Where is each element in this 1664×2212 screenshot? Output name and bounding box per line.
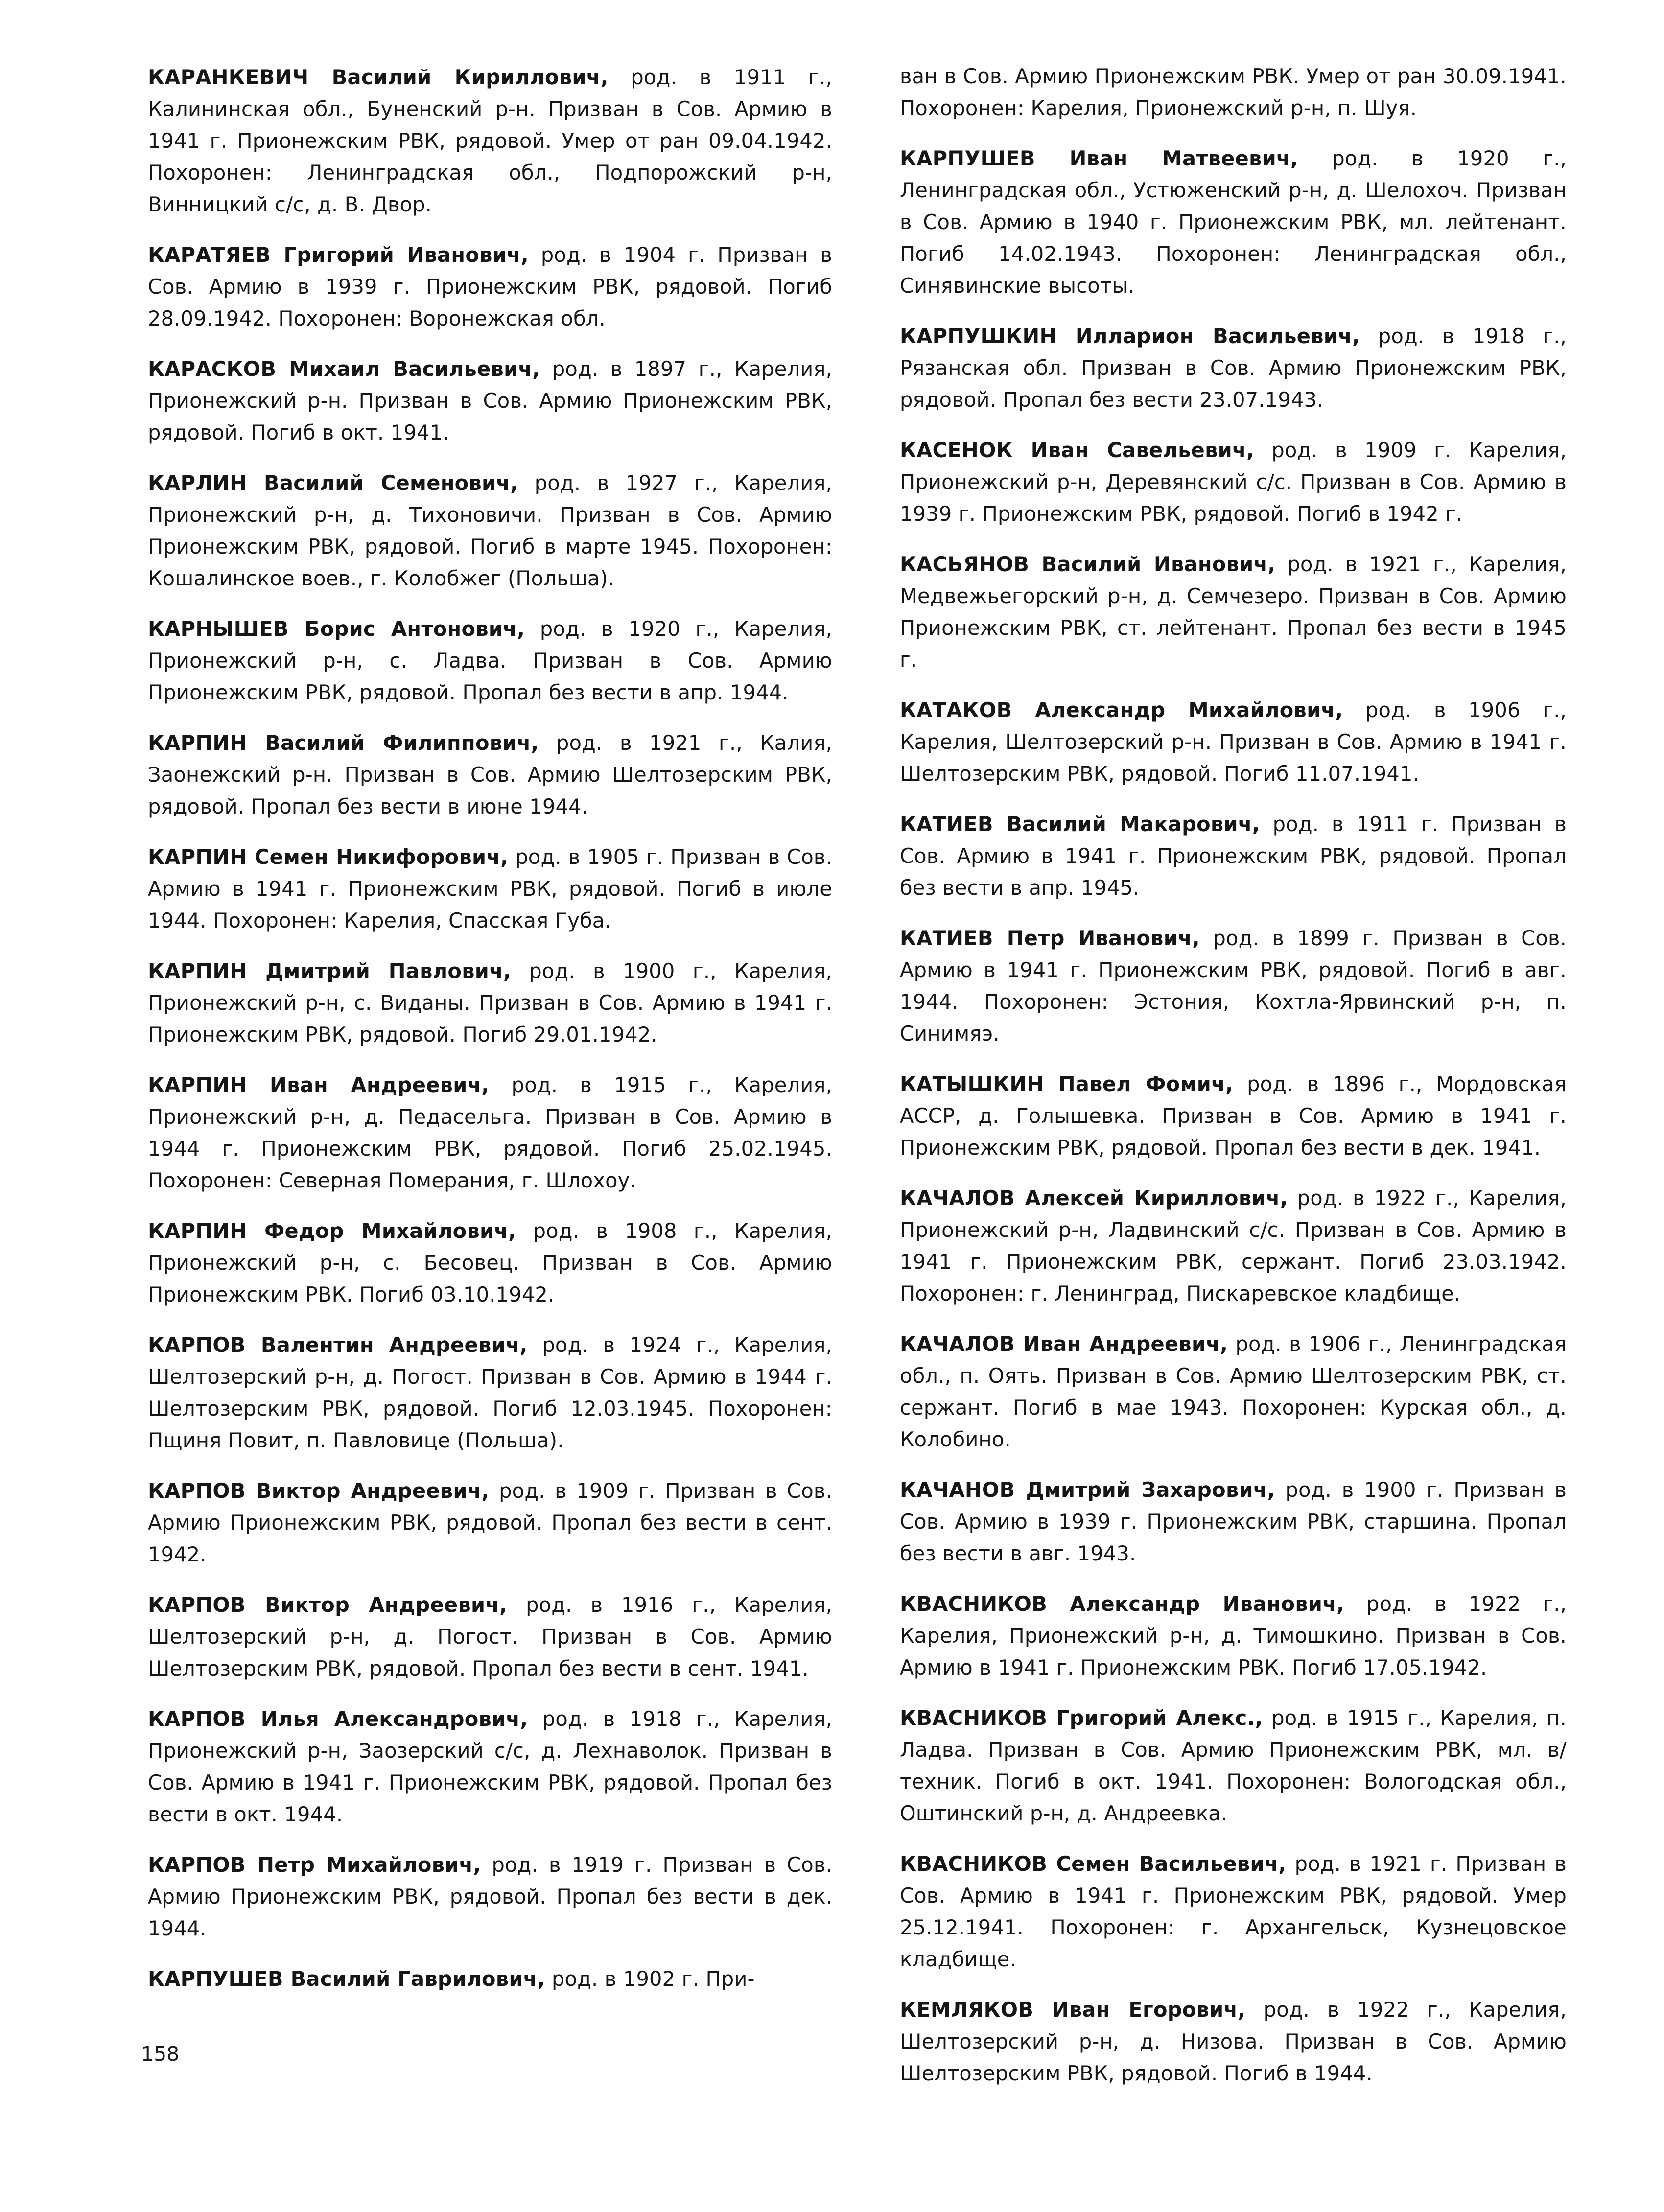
entry-text: род. в 1920 г., Ленинградская обл., Устюженский р-н, д. Шелохоч. Призван в Сов. Армию в 1940 г. Прионежским РВК, мл. лейтенант. Погиб 14.02.1943. Похоронен: Ленинградская обл., Синявинские высоты. [900,146,1567,298]
entry-karpushkin [900,320,1567,416]
entry-name: КВАСНИКОВ Григорий Алекс., [900,1706,1263,1730]
entry-text: род. в 1909 г. Карелия, Прионежский р-н, Деревянский с/с. Призван в Сов. Армию в 1939 г. Прионежским РВК, рядовой. Погиб в 1942 г. [900,438,1567,526]
entry-karpin-vasily [148,727,832,822]
entry-name: КАТИЕВ Василий Макарович, [900,812,1260,836]
entry-text: род. в 1908 г., Карелия, Прионежский р-н, с. Бесовец. Призван в Сов. Армию Прионежским РВК. Погиб 03.10.1942. [148,1219,832,1306]
entry-name: КАСЬЯНОВ Василий Иванович, [900,552,1276,576]
entry-text: род. в 1905 г. Призван в Сов. Армию в 1941 г. Прионежским РВК, рядовой. Погиб в июле 1944. Похоронен: Карелия, Спасская Губа. [148,845,832,932]
entry-text: род. в 1899 г. Призван в Сов. Армию в 1941 г. Прионежским РВК, рядовой. Погиб в авг. 1944. Похоронен: Эстония, Кохтла-Ярвинский р-н, п. Синимяэ. [900,926,1567,1046]
entry-katiev-petr [900,922,1567,1049]
entry-name: КАРПИН Дмитрий Павлович, [148,959,512,983]
entry-karpin-fedor [148,1215,832,1310]
entry-text: род. в 1922 г., Карелия, Прионежский р-н, Ладвинский с/с. Призван в Сов. Армию в 1941 г. Прионежским РВК, сержант. Погиб 23.03.1942. Похоронен: г. Ленинград, Пискаревское кладбище. [900,1186,1567,1305]
entry-text: род. в 1909 г. Призван в Сов. Армию Прионежским РВК, рядовой. Пропал без вести в сент. 1942. [148,1479,832,1566]
entry-karpov-viktor-1916 [148,1589,832,1684]
entry-text: род. в 1915 г., Карелия, п. Ладва. Призван в Сов. Армию Прионежским РВК, мл. в/техник. Погиб в окт. 1941. Похоронен: Вологодская обл., Оштинский р-н, д. Андреевка. [900,1706,1567,1825]
entry-name: КАРПОВ Виктор Андреевич, [148,1593,508,1617]
entry-text: род. в 1906 г., Ленинградская обл., п. Оять. Призван в Сов. Армию Шелтозерским РВК, ст. сержант. Погиб в мае 1943. Похоронен: Курская обл., д. Колобино. [900,1332,1567,1451]
entry-text: род. в 1896 г., Мордовская АССР, д. Голышевка. Призван в Сов. Армию в 1941 г. Прионежским РВК, рядовой. Пропал без вести в дек. 1941. [900,1072,1567,1160]
entry-name: КВАСНИКОВ Семен Васильевич, [900,1852,1287,1876]
entry-text: ван в Сов. Армию Прионежским РВК. Умер от ран 30.09.1941. Похоронен: Карелия, Прионежский р-н, п. Шуя. [900,64,1567,120]
entry-karatyaev [148,239,832,334]
entry-text: род. в 1920 г., Карелия, Прионежский р-н, с. Ладва. Призван в Сов. Армию Прионежским РВК, рядовой. Пропал без вести в апр. 1944. [148,617,832,704]
entry-name: КАРНЫШЕВ Борис Антонович, [148,617,525,641]
entry-karankevich [148,61,832,220]
entry-text: род. в 1924 г., Карелия, Шелтозерский р-н, д. Погост. Призван в Сов. Армию в 1944 г. Шелтозерским РВК, рядовой. Погиб 12.03.1945. Похоронен: Пщиня Повит, п. Павловице (Польша). [148,1333,832,1452]
entry-karpin-semen [148,841,832,936]
page-number: 158 [141,2042,180,2066]
entry-name: КВАСНИКОВ Александр Иванович, [900,1592,1345,1616]
entry-name: КАЧАЛОВ Иван Андреевич, [900,1332,1228,1356]
entry-kvasnikov-semen [900,1848,1567,1975]
entry-text: род. в 1900 г., Карелия, Прионежский р-н, с. Виданы. Призван в Сов. Армию в 1941 г. Прионежским РВК, рядовой. Погиб 29.01.1942. [148,959,832,1047]
entry-name: КАРПОВ Виктор Андреевич, [148,1479,490,1503]
entry-text: род. в 1918 г., Рязанская обл. Призван в Сов. Армию Прионежским РВК, рядовой. Пропал без вести 23.07.1943. [900,324,1567,412]
entry-text: род. в 1902 г. При- [545,1967,755,1991]
entry-name: КАРПИН Федор Михайлович, [148,1219,516,1243]
entry-text: род. в 1918 г., Карелия, Прионежский р-н, Заозерский с/с, д. Лехнаволок. Призван в Сов. Армию в 1941 г. Прионежским РВК, рядовой. Пропал без вести в окт. 1944. [148,1707,832,1826]
entry-katakov [900,694,1567,790]
entry-name: КАЧАНОВ Дмитрий Захарович, [900,1478,1275,1502]
entry-text: род. в 1904 г. Призван в Сов. Армию в 1939 г. Прионежским РВК, рядовой. Погиб 28.09.1942. Похоронен: Воронежская обл. [148,243,832,330]
right-column [900,61,1567,2108]
entry-katiev-vasily [900,808,1567,904]
entry-karpov-viktor-1909 [148,1475,832,1570]
entry-text: род. в 1921 г. Призван в Сов. Армию в 1941 г. Прионежским РВК, рядовой. Умер 25.12.1941. Похоронен: г. Архангельск, Кузнецовское кладбище. [900,1852,1567,1971]
entry-karnyshev [148,613,832,708]
entry-kasyanov [900,548,1567,675]
entry-name: КАРАНКЕВИЧ Василий Кириллович, [148,65,609,89]
entry-karpin-dmitry [148,955,832,1050]
entry-kvasnikov-grigory [900,1702,1567,1829]
entry-text: род. в 1921 г., Карелия, Медвежьегорский р-н, д. Семчезеро. Призван в Сов. Армию Прионежским РВК, ст. лейтенант. Пропал без вести в 1945 г. [900,552,1567,672]
entry-name: КАСЕНОК Иван Савельевич, [900,438,1254,462]
entry-text: род. в 1897 г., Карелия, Прионежский р-н. Призван в Сов. Армию Прионежским РВК, рядовой. Погиб в окт. 1941. [148,357,832,444]
entry-name: КАТЫШКИН Павел Фомич, [900,1072,1234,1096]
entry-kvasnikov-aleksandr [900,1588,1567,1683]
left-column [148,61,832,2013]
entry-kachalov-ivan [900,1328,1567,1455]
entry-name: КЕМЛЯКОВ Иван Егорович, [900,1998,1246,2022]
entry-karpushev-ivan [900,142,1567,302]
entry-karpov-petr [148,1849,832,1944]
entry-text: род. в 1900 г. Призван в Сов. Армию в 1939 г. Прионежским РВК, старшина. Пропал без вести в авг. 1943. [900,1478,1567,1565]
entry-text: род. в 1927 г., Карелия, Прионежский р-н, д. Тихоновичи. Призван в Сов. Армию Прионежским РВК, рядовой. Погиб в марте 1945. Похоронен: Кошалинское воев., г. Колобжег (Польша). [148,471,832,590]
entry-name: КАРПОВ Валентин Андреевич, [148,1333,528,1357]
entry-text: род. в 1922 г., Карелия, Прионежский р-н, д. Тимошкино. Призван в Сов. Армию в 1941 г. Прионежским РВК. Погиб 17.05.1942. [900,1592,1567,1679]
entry-name: КАРАТЯЕВ Григорий Иванович, [148,243,529,267]
entry-name: КАРПИН Семен Никифорович, [148,845,509,869]
entry-katyshkin [900,1068,1567,1164]
entry-text: род. в 1911 г., Калининская обл., Буненский р-н. Призван в Сов. Армию в 1941 г. Прионежским РВК, рядовой. Умер от ран 09.04.1942. Похоронен: Ленинградская обл., Подпорожский р-н, Винницкий с/с, д. В. Двор. [148,65,832,216]
entry-name: КАРПИН Иван Андреевич, [148,1073,490,1097]
entry-karlin [148,467,832,594]
entry-name: КАРПУШКИН Илларион Васильевич, [900,324,1360,348]
entry-text: род. в 1906 г., Карелия, Шелтозерский р-н. Призван в Сов. Армию в 1941 г. Шелтозерским РВК, рядовой. Погиб 11.07.1941. [900,698,1567,786]
entry-karpov-ilya [148,1703,832,1830]
entry-text: род. в 1919 г. Призван в Сов. Армию Прионежским РВК, рядовой. Пропал без вести в дек. 1944. [148,1853,832,1940]
entry-name: КАРПОВ Илья Александрович, [148,1707,528,1731]
entry-text: род. в 1916 г., Карелия, Шелтозерский р-н, д. Погост. Призван в Сов. Армию Шелтозерским РВК, рядовой. Пропал без вести в сент. 1941. [148,1593,832,1680]
entry-name: КАЧАЛОВ Алексей Кириллович, [900,1186,1288,1210]
entry-karpin-ivan [148,1069,832,1196]
entry-name: КАТАКОВ Александр Михайлович, [900,698,1343,722]
entry-name: КАРПУШЕВ Иван Матвеевич, [900,146,1298,170]
entry-name: КАРАСКОВ Михаил Васильевич, [148,357,540,381]
entry-text: род. в 1911 г. Призван в Сов. Армию в 1941 г. Прионежским РВК, рядовой. Пропал без вести в апр. 1945. [900,812,1567,900]
entry-text: род. в 1915 г., Карелия, Прионежский р-н, д. Педасельга. Призван в Сов. Армию в 1944 г. Прионежским РВК, рядовой. Погиб 25.02.1945. Похоронен: Северная Померания, г. Шлохоу. [148,1073,832,1192]
entry-name: КАРПУШЕВ Василий Гаврилович, [148,1967,545,1991]
entry-kemlyakov [900,1994,1567,2089]
entry-kasenok [900,434,1567,530]
entry-text: род. в 1921 г., Калия, Заонежский р-н. Призван в Сов. Армию Шелтозерским РВК, рядовой. Пропал без вести в июне 1944. [148,731,833,818]
entry-karpushev-vasily-continued [900,60,1567,124]
entry-karpushev-vasily [148,1963,832,1995]
entry-kachalov-aleksey [900,1182,1567,1309]
entry-kachanov [900,1474,1567,1569]
entry-karpov-valentin [148,1329,832,1456]
entry-name: КАРПИН Василий Филиппович, [148,731,539,755]
entry-name: КАТИЕВ Петр Иванович, [900,926,1200,950]
entry-text: род. в 1922 г., Карелия, Шелтозерский р-н, д. Низова. Призван в Сов. Армию Шелтозерским РВК, рядовой. Погиб в 1944. [900,1998,1567,2085]
entry-name: КАРЛИН Василий Семенович, [148,471,518,495]
entry-name: КАРПОВ Петр Михайлович, [148,1853,481,1877]
entry-karaskov [148,353,832,448]
